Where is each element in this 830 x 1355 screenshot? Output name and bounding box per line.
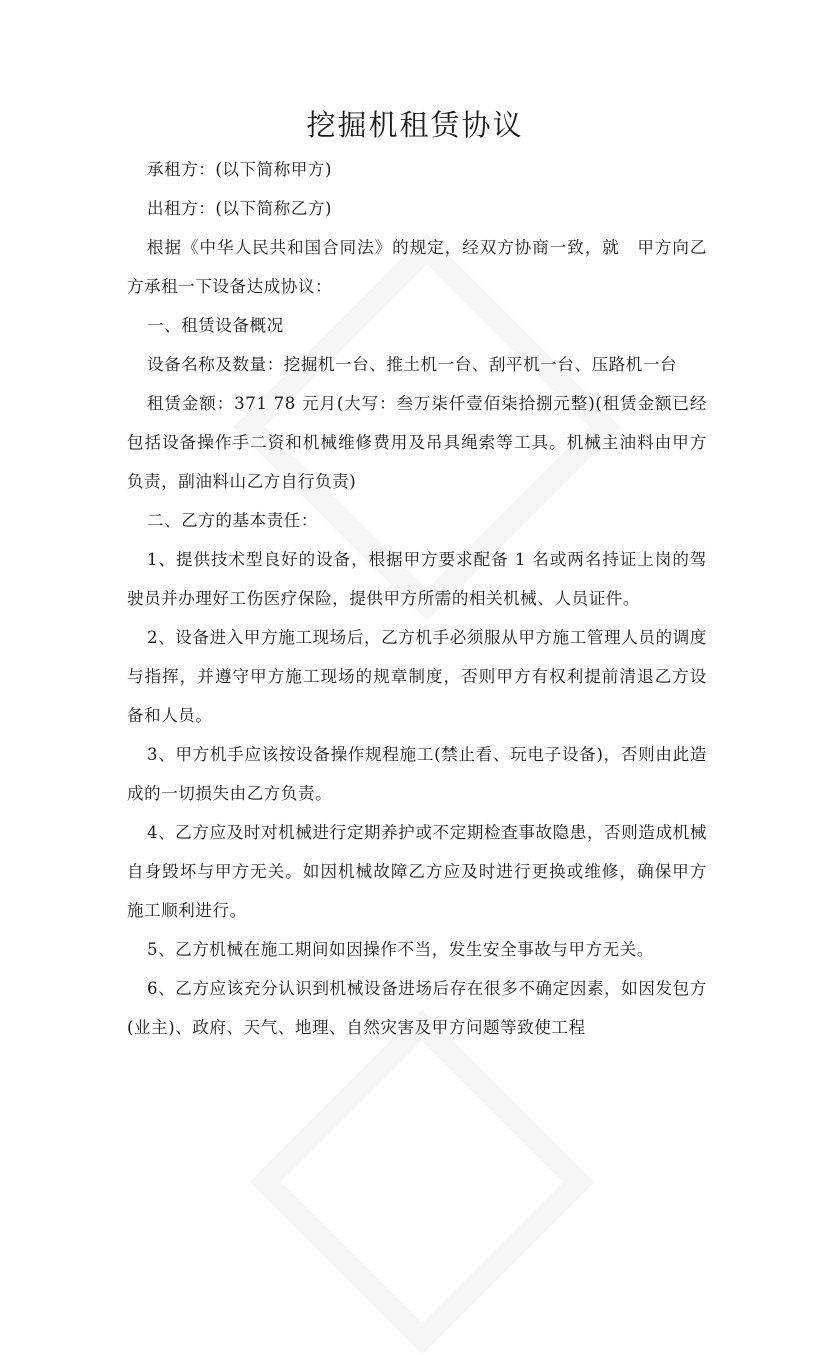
- document-body: [127, 150, 707, 1047]
- clause-6: 6、乙方应该充分认识到机械设备进场后存在很多不确定因素，如因发包方(业主)、政府、天气、地理、自然灾害及甲方问题等致使工程: [127, 979, 707, 1037]
- section-heading-2: 二、乙方的基本责任：: [147, 511, 318, 530]
- clause-4: 4、乙方应及时对机械进行定期养护或不定期检查事故隐患，否则造成机械自身毁坏与甲方无关。如因机械故障乙方应及时进行更换或维修，确保甲方施工顺利进行。: [127, 823, 707, 920]
- paragraph-preamble: 根据《中华人民共和国合同法》的规定，经双方协商一致，就 甲方向乙方承租一下设备达成协议：: [127, 238, 707, 296]
- watermark: [249, 1009, 594, 1354]
- paragraph-equipment: 设备名称及数量：挖掘机一台、推土机一台、刮平机一台、压路机一台: [147, 355, 678, 374]
- section-heading-1: 一、租赁设备概况: [147, 316, 284, 335]
- clause-3: 3、甲方机手应该按设备操作规程施工(禁止看、玩电子设备)，否则由此造成的一切损失由乙方负责。: [127, 745, 707, 803]
- paragraph-lessor: 出租方：(以下简称乙方): [147, 199, 333, 218]
- clause-1: 1、提供技术型良好的设备，根据甲方要求配备 1 名或两名持证上岗的驾驶员并办理好工伤医疗保险，提供甲方所需的相关机械、人员证件。: [127, 550, 707, 608]
- paragraph-amount: 租赁金额：371 78 元月(大写：叁万柒仟壹佰柒拾捌元整)(租赁金额已经包括设备操作手二资和机械维修费用及吊具绳索等工具。机械主油料由甲方负责，副油料山乙方自行负责): [127, 394, 707, 491]
- paragraph-lessee: 承租方：(以下简称甲方): [147, 160, 333, 179]
- clause-2: 2、设备进入甲方施工现场后，乙方机手必须服从甲方施工管理人员的调度与指挥，并遵守甲方施工现场的规章制度，否则甲方有权利提前清退乙方设备和人员。: [127, 628, 707, 725]
- document-title: 挖掘机租赁协议: [306, 108, 524, 142]
- clause-5: 5、乙方机械在施工期间如因操作不当，发生安全事故与甲方无关。: [147, 940, 654, 959]
